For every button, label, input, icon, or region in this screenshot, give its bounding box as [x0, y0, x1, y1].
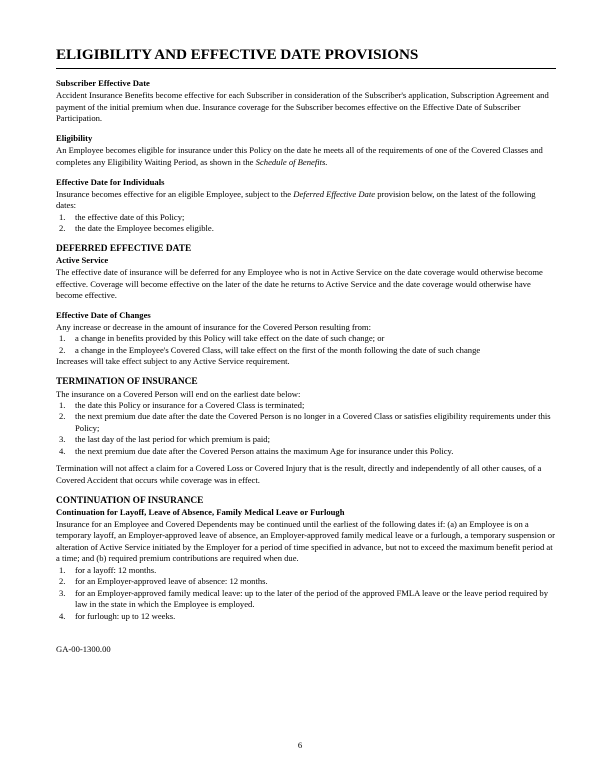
list-marker: 2. — [59, 344, 66, 355]
list-item — [56, 611, 556, 622]
list-item-text: the next premium due date after the date the Covered Person is no longer in a Covered Class or satisfies eligibility requirements under this Policy; — [75, 411, 551, 433]
list-marker: 3. — [59, 587, 66, 598]
numbered-list — [56, 400, 556, 457]
section-heading: Eligibility — [56, 133, 93, 144]
section-eligibility — [56, 133, 556, 168]
list-marker: 2. — [59, 222, 66, 233]
paragraph-text-italic: Deferred Effective Date — [293, 188, 376, 199]
list-marker: 1. — [59, 211, 66, 222]
list-item — [56, 223, 556, 234]
section-paragraph-after: Termination will not affect a claim for a Covered Loss or Covered Injury that is the result, directly and independently of all other causes, of a Covered Accident that occurs while coverage was in effect. — [56, 463, 542, 485]
list-item-text: the date the Employee becomes eligible. — [75, 222, 214, 233]
list-item-text: a change in benefits provided by this Policy will take effect on the date of such change; or — [75, 333, 385, 344]
list-marker: 4. — [59, 445, 66, 456]
list-item — [56, 345, 556, 356]
list-item — [56, 446, 556, 457]
section-paragraph-after: Increases will take effect subject to any Active Service requirement. — [56, 356, 290, 367]
list-item-text: the last day of the last period for which premium is paid; — [75, 434, 270, 445]
paragraph-text-pre: Insurance becomes effective for an eligible Employee, subject to the — [56, 188, 294, 199]
paragraph-text-pre: An Employee becomes eligible for insurance under this Policy on the date he meets all of the requirements of one of the Covered Classes and completes any Eligibility Waiting Period, as shown in the — [56, 145, 543, 167]
list-marker: 4. — [59, 610, 66, 621]
page-title: ELIGIBILITY AND EFFECTIVE DATE PROVISIONS — [56, 46, 419, 63]
list-item — [56, 400, 556, 411]
form-number: GA-00-1300.00 — [56, 644, 111, 655]
list-item — [56, 434, 556, 445]
list-item-text: a change in the Employee's Covered Class, will take effect on the first of the month following the date of such change — [75, 344, 481, 355]
list-item-text: the next premium due date after the Covered Person attains the maximum Age for insurance under this Policy. — [75, 445, 454, 456]
section-heading: Subscriber Effective Date — [56, 78, 150, 89]
section-paragraph: The effective date of insurance will be deferred for any Employee who is not in Active Service on the date coverage would otherwise become effective. Coverage will become effective on the later of the date he returns to Active Service and the date coverage would otherwise have become effective. — [56, 267, 543, 301]
section-heading: Effective Date for Individuals — [56, 176, 165, 187]
section-heading: Effective Date of Changes — [56, 310, 151, 320]
section-subscriber-effective-date — [56, 78, 556, 124]
list-item-text: for furlough: up to 12 weeks. — [75, 610, 176, 621]
list-item — [56, 333, 556, 344]
section-subheading: Continuation for Layoff, Leave of Absence, Family Medical Leave or Furlough — [56, 506, 345, 517]
section-deferred-effective-date — [56, 243, 556, 302]
list-item — [56, 212, 556, 223]
list-item-text: for a layoff: 12 months. — [75, 564, 157, 575]
list-item — [56, 411, 556, 434]
section-heading-caps: DEFERRED EFFECTIVE DATE — [56, 243, 192, 254]
section-paragraph: Insurance for an Employee and Covered Dependents may be continued until the earliest of the following dates if: (a) an Employee is on a temporary layoff, an Employer-approved leave of absence, an Employer-approved family medical leave or a furlough, a temporary suspension or alteration of Active Service initiated by the Employer for a period of time specified in advance, but not to exceed the maximum benefit period at a time; and (b) required premium contributions are required when due. — [56, 518, 555, 564]
section-paragraph — [56, 145, 556, 168]
section-termination-of-insurance — [56, 376, 556, 486]
list-marker: 1. — [59, 399, 66, 410]
paragraph-text-italic: Schedule of Benefits. — [255, 156, 328, 167]
section-continuation-of-insurance — [56, 495, 556, 622]
list-item — [56, 588, 556, 611]
page-number: 6 — [297, 740, 303, 750]
list-item-text: the date this Policy or insurance for a Covered Class is terminated; — [75, 399, 305, 410]
title-divider — [56, 68, 556, 69]
list-marker: 2. — [59, 411, 66, 422]
numbered-list — [56, 565, 556, 622]
section-heading-caps: CONTINUATION OF INSURANCE — [56, 495, 204, 506]
numbered-list — [56, 333, 556, 356]
section-paragraph: Accident Insurance Benefits become effective for each Subscriber in consideration of the Subscriber's application, Subscription Agreement and payment of the initial premium when due. Insurance coverage for the Subscriber becomes effective on the Effective Date of Subscriber Participation. — [56, 90, 549, 124]
list-item-text: the effective date of this Policy; — [75, 211, 185, 222]
list-item-text: for an Employer-approved family medical leave: up to the later of the period of the approved FMLA leave or the leave period required by law in the state in which the Employee is employed. — [75, 587, 549, 610]
list-item — [56, 565, 556, 576]
section-heading-caps: TERMINATION OF INSURANCE — [56, 377, 198, 388]
paragraph-text-post: provision below, on the latest of the following dates: — [56, 188, 536, 211]
section-paragraph — [56, 189, 556, 212]
list-marker: 2. — [59, 576, 66, 587]
list-item — [56, 576, 556, 587]
list-marker: 3. — [59, 434, 66, 445]
section-effective-date-individuals — [56, 177, 556, 235]
section-paragraph: The insurance on a Covered Person will end on the earliest date below: — [56, 388, 301, 399]
list-marker: 1. — [59, 564, 66, 575]
section-subheading: Active Service — [56, 255, 109, 266]
section-effective-date-changes — [56, 310, 556, 368]
section-paragraph: Any increase or decrease in the amount of insurance for the Covered Person resulting from: — [56, 321, 371, 332]
list-marker: 1. — [59, 333, 66, 344]
numbered-list — [56, 212, 556, 235]
list-item-text: for an Employer-approved leave of absence: 12 months. — [75, 576, 268, 587]
